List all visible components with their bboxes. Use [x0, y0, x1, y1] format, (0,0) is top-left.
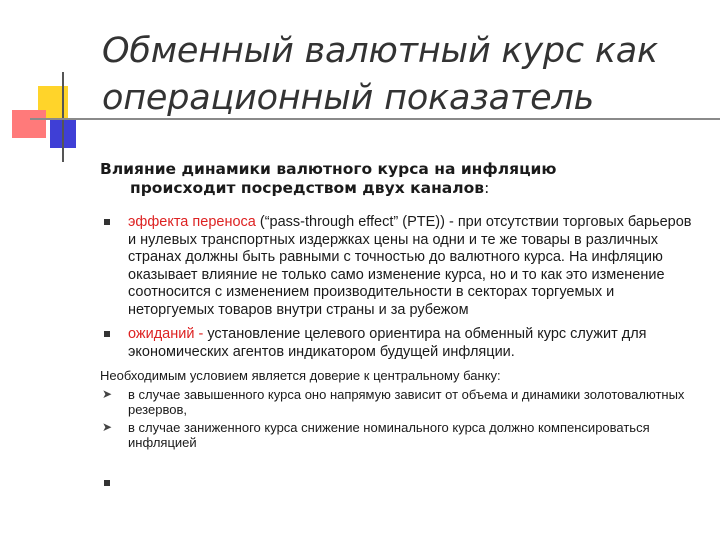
slide-content [100, 160, 700, 450]
sub-list-item [100, 420, 700, 450]
empty-square-bullet-icon [104, 480, 110, 486]
sub-item-text: в случае завышенного курса оно напрямую зависит от объема и динамики золотовалютных резервов, [128, 387, 685, 417]
slide-title [102, 28, 702, 122]
item-text: (“pass-through effect” (PTE)) - при отсутствии торговых барьеров и нулевых транспортных издержках цены на одни и те же товары в различных странах должны быть равными с точностью до валютного курса. На инфляцию оказывает влияние не только само изменение курса, но и то как это изменение соотносится с изменением производительности в секторах торгуемых и неторгуемых товаров внутри страны и за рубежом [128, 214, 692, 318]
arrow-bullet-icon: ➤ [102, 387, 113, 401]
decor-red-square [12, 110, 46, 138]
item-text: установление целевого ориентира на обменный курс служит для экономических агентов индикатором будущей инфляции. [128, 326, 647, 360]
sub-item-text: в случае заниженного курса снижение номинального курса должно компенсироваться инфляцией [128, 420, 650, 450]
square-bullet-icon [104, 331, 110, 337]
title-line-2: операционный показатель [102, 78, 595, 118]
intro-line-2 [100, 179, 700, 198]
list-item [100, 326, 700, 361]
intro-colon: : [484, 179, 490, 197]
item-highlight: ожиданий - [128, 326, 204, 342]
bullet-list [100, 214, 700, 361]
intro-line-2-text: происходит посредством двух каналов [130, 179, 485, 197]
item-highlight: эффекта переноса [128, 214, 256, 230]
decor-vertical-line [62, 72, 64, 162]
list-item [100, 214, 700, 319]
square-bullet-icon [104, 219, 110, 225]
condition-note: Необходимым условием является доверие к центральному банку: [100, 368, 501, 383]
title-line-1: Обменный валютный курс как [102, 31, 658, 71]
sub-list-item [100, 387, 700, 417]
intro-line-1: Влияние динамики валютного курса на инфляцию [100, 160, 557, 178]
intro-paragraph [100, 160, 700, 198]
arrow-bullet-icon: ➤ [102, 420, 113, 434]
